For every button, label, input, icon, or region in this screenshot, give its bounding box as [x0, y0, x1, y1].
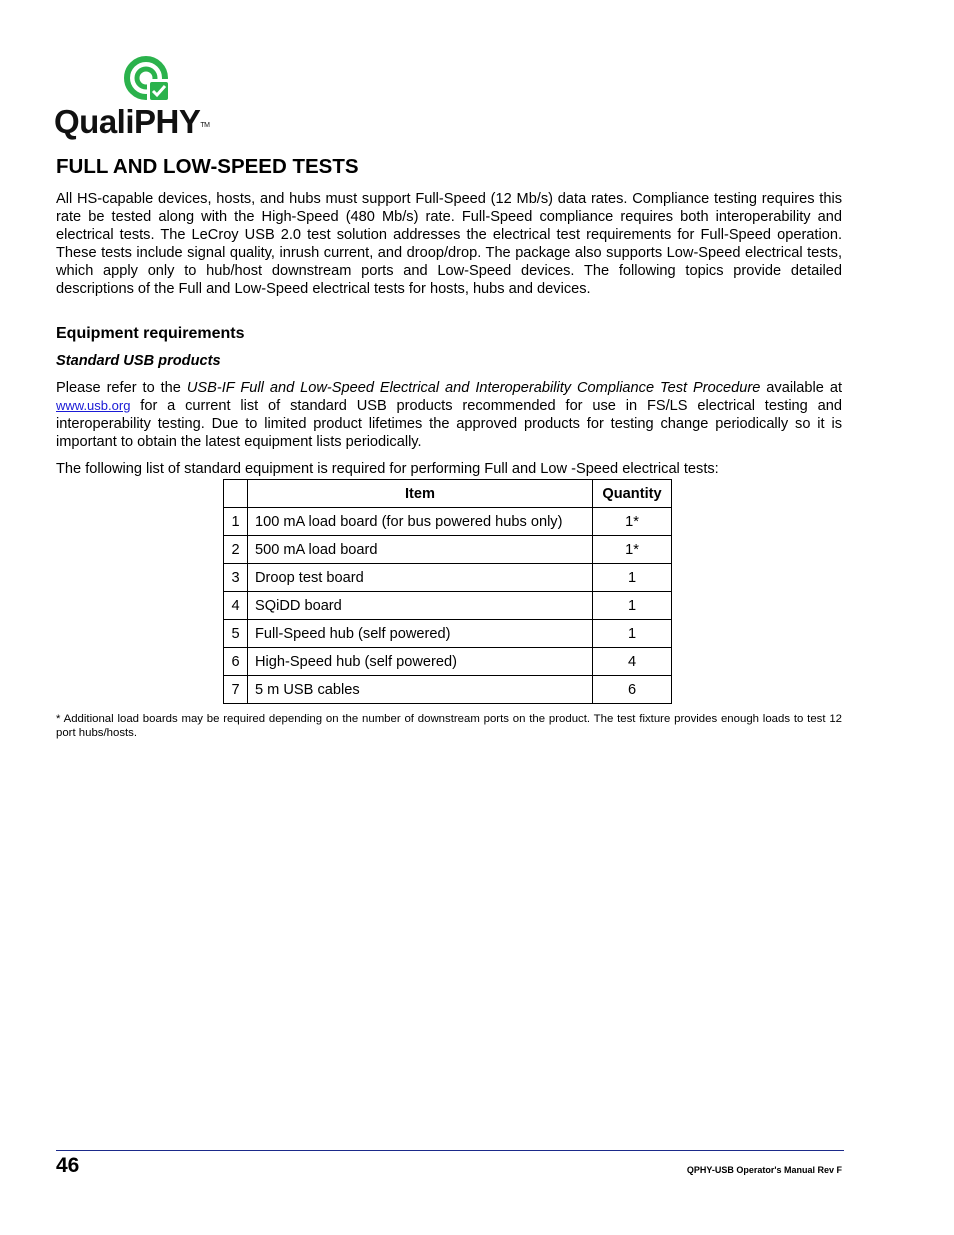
- row-quantity: 1*: [593, 508, 672, 536]
- row-item: 500 mA load board: [248, 536, 593, 564]
- row-number: 7: [224, 676, 248, 704]
- intro-paragraph: All HS-capable devices, hosts, and hubs must support Full-Speed (12 Mb/s) data rates. Compliance testing requires this rate be tested along with the High-Speed (480 Mb/s) rate. Full-Speed compliance requires both interoperability and electrical tests. The LeCroy USB 2.0 test solution addresses the electrical test requirements for Full-Speed operation. These tests include signal quality, inrush current, and droop/drop. The package also supports Low-Speed electrical tests, which apply only to hub/host downstream ports and Low-Speed devices. The following topics provide detailed descriptions of the Full and Low-Speed electrical tests for hosts, hubs and devices.: [56, 191, 842, 297]
- list-intro: The following list of standard equipment is required for performing Full and Low -Speed electrical tests:: [56, 461, 719, 477]
- table-row: [224, 676, 672, 704]
- row-item: SQiDD board: [248, 592, 593, 620]
- row-number: 5: [224, 620, 248, 648]
- row-number: 3: [224, 564, 248, 592]
- row-quantity: 6: [593, 676, 672, 704]
- footer-manual-title: QPHY-USB Operator's Manual Rev F: [686, 1165, 842, 1175]
- table-footnote: * Additional load boards may be required depending on the number of downstream ports on the product. The test fixture provides enough loads to test 12 port hubs/hosts.: [56, 713, 842, 739]
- table-row: [224, 508, 672, 536]
- equipment-table: [223, 479, 672, 704]
- row-number: 4: [224, 592, 248, 620]
- row-quantity: 1*: [593, 536, 672, 564]
- column-header-quantity: Quantity: [593, 480, 672, 508]
- page-title: FULL AND LOW-SPEED TESTS: [56, 155, 359, 178]
- table-row: [224, 564, 672, 592]
- row-quantity: 1: [593, 620, 672, 648]
- compliance-doc-title: USB-IF Full and Low-Speed Electrical and Interoperability Compliance Test Procedure: [186, 380, 761, 396]
- row-item: 5 m USB cables: [248, 676, 593, 704]
- row-number: 2: [224, 536, 248, 564]
- refer-paragraph: Please refer to the USB-IF Full and Low-Speed Electrical and Interoperability Compliance Test Procedure available at www.usb.org for a current list of standard USB products recommended for use in FS/LS electrical testing and interoperability testing. Due to limited product lifetimes the approved products for testing change periodically so it is important to obtain the latest equipment lists periodically.: [56, 380, 843, 450]
- row-quantity: 4: [593, 648, 672, 676]
- usb-org-link[interactable]: www.usb.org: [56, 398, 131, 413]
- column-header-number: [224, 480, 248, 508]
- row-item: Droop test board: [248, 564, 593, 592]
- column-header-item: Item: [248, 480, 593, 508]
- row-item: 100 mA load board (for bus powered hubs only): [248, 508, 593, 536]
- footer-rule: [56, 1150, 844, 1151]
- subsection-heading: Standard USB products: [56, 353, 221, 369]
- row-item: High-Speed hub (self powered): [248, 648, 593, 676]
- table-row: [224, 536, 672, 564]
- qualiphy-logo-text: QualiPHY™: [54, 103, 210, 140]
- row-quantity: 1: [593, 592, 672, 620]
- qualiphy-logo: [54, 54, 254, 144]
- row-number: 6: [224, 648, 248, 676]
- table-header-row: [224, 480, 672, 508]
- qualiphy-logo-mark-icon: [122, 54, 172, 104]
- table-row: [224, 592, 672, 620]
- table-row: [224, 620, 672, 648]
- row-number: 1: [224, 508, 248, 536]
- page-number: 46: [56, 1154, 80, 1177]
- section-heading: Equipment requirements: [56, 325, 245, 342]
- row-quantity: 1: [593, 564, 672, 592]
- table-row: [224, 648, 672, 676]
- row-item: Full-Speed hub (self powered): [248, 620, 593, 648]
